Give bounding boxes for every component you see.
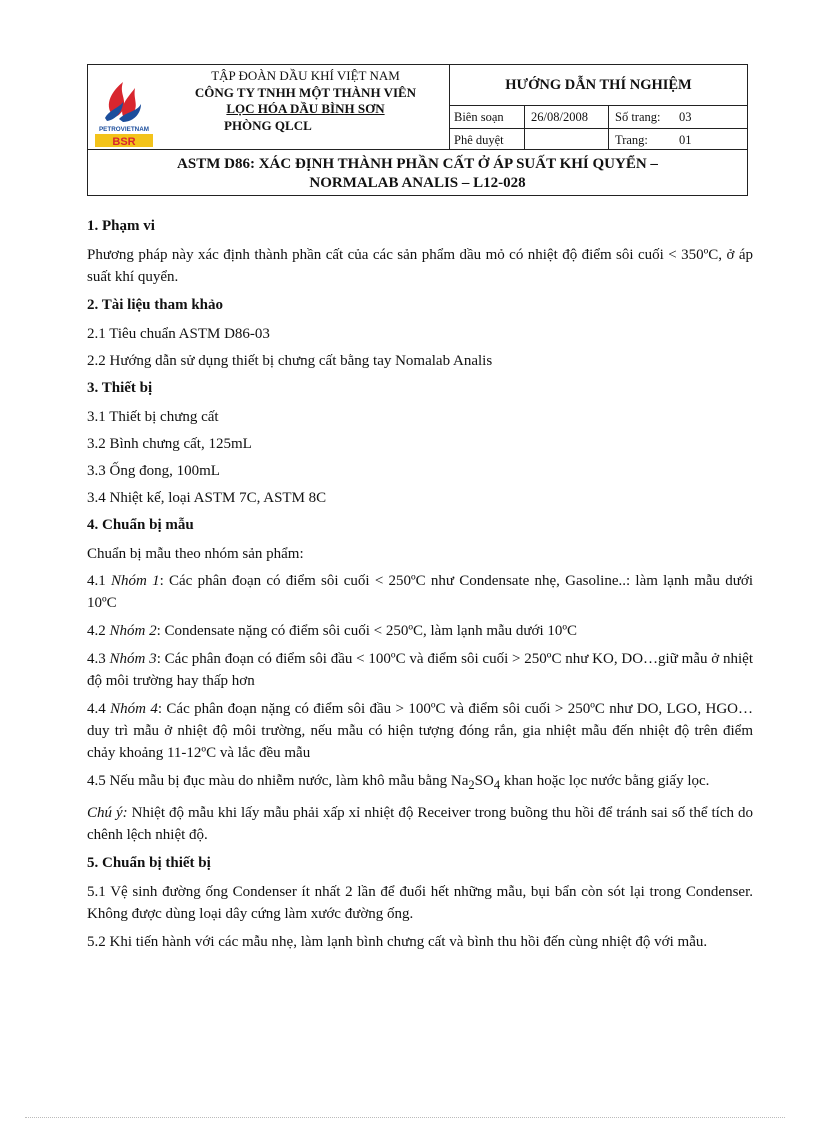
title-line-1: ASTM D86: XÁC ĐỊNH THÀNH PHẦN CẤT Ở ÁP SUẤT KHÍ QUYỂN – bbox=[177, 156, 658, 172]
title-line-2: NORMALAB ANALIS – L12-028 bbox=[309, 175, 526, 191]
pages-value: 03 bbox=[679, 110, 692, 124]
compiled-label: Biên soạn bbox=[454, 110, 504, 124]
approved-label: Phê duyệt bbox=[454, 133, 504, 147]
page-bottom-rule bbox=[25, 1117, 785, 1118]
company-logo bbox=[89, 66, 159, 148]
section-4-item-4: 4.4 Nhóm 4: Các phân đoạn nặng có điểm sôi đầu > 100ºC và điểm sôi cuối > 250ºC như DO, LGO, HGO…duy trì mẫu ở nhiệt độ môi trường, nếu mẫu có hiện tượng đóng rắn, gia nhiệt mẫu đến nhiệt độ trên điểm chảy khoảng 11-12ºC và lắc đều mẫu bbox=[87, 701, 754, 761]
page-value: 01 bbox=[679, 133, 692, 147]
org-line-1: TẬP ĐOÀN DẦU KHÍ VIỆT NAM bbox=[211, 68, 400, 83]
section-4-note: Chú ý: Nhiệt độ mẫu khi lấy mẫu phải xấp xỉ nhiệt độ Receiver trong buồng thu hồi để tránh sai số thể tích do chênh lệch nhiệt độ. bbox=[87, 805, 753, 843]
section-3-item: 3.1 Thiết bị chưng cất bbox=[87, 409, 219, 425]
section-3-item: 3.4 Nhiệt kế, loại ASTM 7C, ASTM 8C bbox=[87, 490, 327, 506]
org-line-2: CÔNG TY TNHH MỘT THÀNH VIÊN bbox=[194, 84, 417, 100]
section-4-item-3: 4.3 Nhóm 3: Các phân đoạn có điểm sôi đầu < 100ºC và điểm sôi cuối > 250ºC như KO, DO…giữ mẫu ở nhiệt độ môi trường hay thấp hơn bbox=[87, 651, 753, 689]
section-4-item-2: 4.2 Nhóm 2: Condensate nặng có điểm sôi cuối < 250ºC, làm lạnh mẫu dưới 10ºC bbox=[87, 623, 578, 639]
section-4-item-1: 4.1 Nhóm 1: Các phân đoạn có điểm sôi cuối < 250ºC như Condensate nhẹ, Gasoline..: làm lạnh mẫu dưới 10ºC bbox=[87, 573, 754, 611]
section-5-item-1: 5.1 Vệ sinh đường ống Condenser ít nhất 2 lần để đuổi hết những mẫu, bụi bẩn còn sót lại trong Condenser. Không được dùng loại dây cứng làm xước đường ống. bbox=[87, 884, 753, 922]
logo-text-bottom: BSR bbox=[112, 136, 136, 148]
section-3-item: 3.2 Bình chưng cất, 125mL bbox=[87, 436, 252, 452]
organization-block bbox=[168, 68, 443, 134]
page-label: Trang: bbox=[615, 133, 648, 147]
section-4-item-5: 4.5 Nếu mẫu bị đục màu do nhiễm nước, làm khô mẫu bằng $Na_2SO_4$ khan hoặc lọc nước bằng giấy lọc. bbox=[87, 773, 710, 792]
document-header bbox=[87, 64, 748, 196]
section-5-heading: 5. Chuẩn bị thiết bị bbox=[87, 855, 211, 871]
document-body bbox=[87, 215, 753, 959]
logo-text-top: PETROVIETNAM bbox=[98, 126, 150, 133]
pages-label: Số trang: bbox=[615, 110, 661, 124]
section-2-heading: 2. Tài liệu tham khảo bbox=[87, 297, 224, 313]
section-4-heading: 4. Chuẩn bị mẫu bbox=[87, 517, 194, 533]
section-1-heading: 1. Phạm vi bbox=[87, 218, 155, 234]
section-4-intro: Chuẩn bị mẫu theo nhóm sản phẩm: bbox=[87, 546, 304, 562]
section-5-item-2: 5.2 Khi tiến hành với các mẫu nhẹ, làm lạnh bình chưng cất và bình thu hồi đến cùng nhiệt độ với mẫu. bbox=[87, 934, 708, 950]
section-3-item: 3.3 Ống đong, 100mL bbox=[87, 463, 220, 479]
org-department: PHÒNG QLCL bbox=[224, 117, 312, 133]
compiled-date: 26/08/2008 bbox=[531, 110, 588, 124]
org-line-3: LỌC HÓA DẦU BÌNH SƠN bbox=[226, 101, 385, 116]
section-3-heading: 3. Thiết bị bbox=[87, 380, 153, 396]
section-2-item: 2.2 Hướng dẫn sử dụng thiết bị chưng cất bằng tay Nomalab Analis bbox=[87, 353, 493, 369]
section-1-text: Phương pháp này xác định thành phần cất của các sản phẩm dầu mỏ có nhiệt độ điểm sôi cuối < 350ºC, ở áp suất khí quyển. bbox=[87, 247, 753, 285]
document-title bbox=[88, 155, 747, 193]
section-2-item: 2.1 Tiêu chuẩn ASTM D86-03 bbox=[87, 326, 270, 342]
document-type: HƯỚNG DẪN THÍ NGHIỆM bbox=[505, 77, 692, 93]
